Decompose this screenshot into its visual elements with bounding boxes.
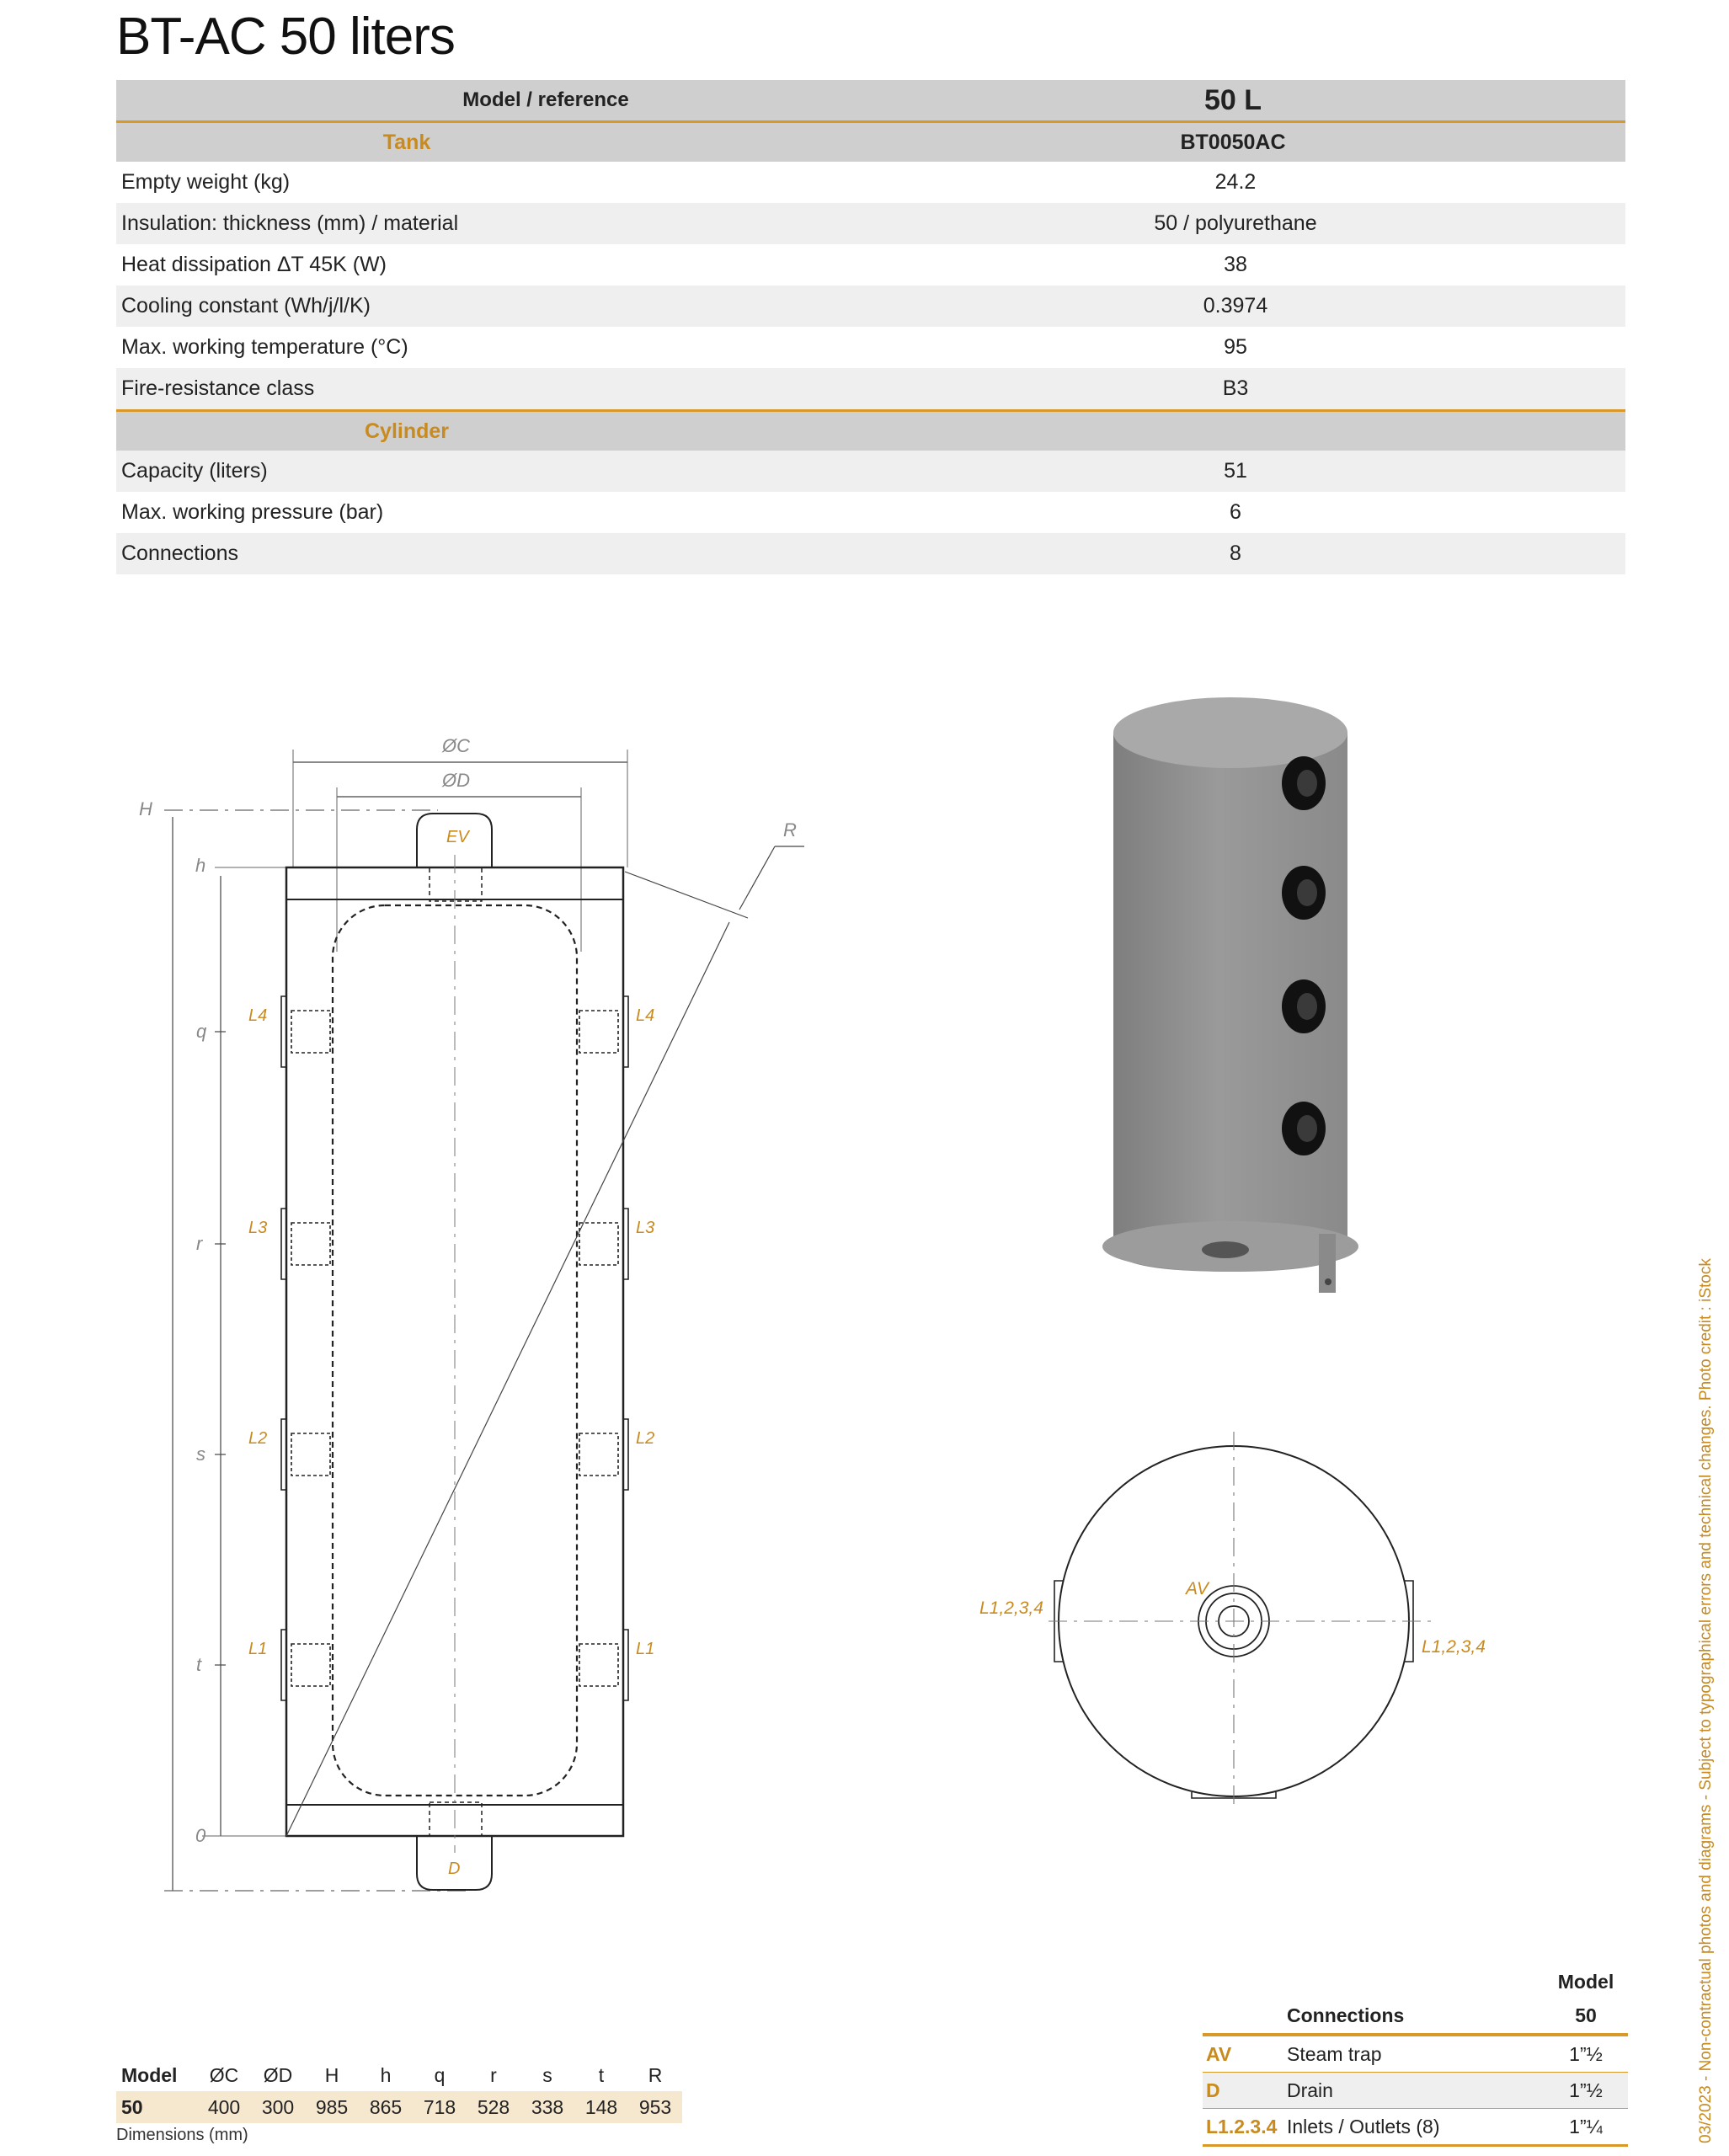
dim-header: H: [324, 2063, 339, 2086]
label-l1-left: L1: [248, 1640, 268, 1658]
connection-desc: Inlets / Outlets (8): [1287, 2116, 1440, 2137]
spec-row-value: 95: [1224, 335, 1247, 359]
dim-header: R: [648, 2063, 663, 2086]
dim-value: 148: [584, 2095, 618, 2118]
cylinder-section-label: Cylinder: [364, 419, 450, 443]
label-l3-right: L3: [636, 1219, 655, 1237]
dim-header: t: [598, 2063, 605, 2086]
dimensions-header-row: [116, 2059, 682, 2091]
dim-value: 528: [477, 2095, 510, 2118]
label-l1-right: L1: [636, 1640, 655, 1658]
label-h: h: [195, 855, 206, 876]
dim-header: h: [380, 2063, 392, 2086]
dimensions-data-row: [116, 2091, 682, 2123]
spec-row-label: Fire-resistance class: [121, 376, 315, 400]
spec-row-label: Max. working pressure (bar): [121, 500, 384, 524]
spec-row-value: B3: [1222, 376, 1249, 400]
dimension-labels: [139, 735, 797, 1846]
footer-disclaimer: 03/2023 - Non-contractual photos and diagrams - Subject to typographical errors and technical changes. Photo credit : iStock: [1697, 1258, 1715, 2143]
label-l1234-right: L1,2,3,4: [1422, 1637, 1486, 1657]
tank-reference: BT0050AC: [1180, 130, 1286, 154]
connections-col-label: Connections: [1287, 2004, 1405, 2026]
label-ev: EV: [446, 828, 469, 846]
dim-value: 985: [315, 2095, 349, 2118]
connection-row: [1203, 2109, 1628, 2147]
spec-row-value: 38: [1224, 253, 1247, 276]
connections-model-header: Model: [1557, 1971, 1614, 1993]
dim-value: 338: [531, 2095, 564, 2118]
page-title: BT-AC 50 liters: [116, 8, 455, 66]
dim-value: 953: [638, 2095, 672, 2118]
spec-row-value: 51: [1224, 459, 1247, 483]
spec-header-label: Model / reference: [462, 88, 629, 111]
label-l4-right: L4: [636, 1006, 655, 1025]
label-l3-left: L3: [248, 1219, 268, 1237]
dim-header: q: [434, 2063, 446, 2086]
dim-header: ØC: [209, 2063, 239, 2086]
label-R: R: [783, 819, 797, 841]
dim-value: 718: [423, 2095, 456, 2118]
label-d: D: [448, 1860, 461, 1878]
spec-row-value: 6: [1230, 500, 1241, 524]
label-od: ØD: [442, 770, 470, 791]
dim-value: 50: [121, 2095, 143, 2118]
spec-row-label: Capacity (liters): [121, 459, 268, 483]
tank-render: [1102, 697, 1358, 1293]
tank-section-label: Tank: [382, 130, 431, 154]
spec-row-value: 24.2: [1214, 170, 1257, 194]
label-t: t: [196, 1654, 202, 1675]
dim-header: s: [542, 2063, 552, 2086]
connection-code: AV: [1206, 2043, 1232, 2065]
dim-value: 300: [261, 2095, 295, 2118]
label-q: q: [196, 1021, 207, 1042]
label-l2-right: L2: [636, 1429, 655, 1448]
connections-header-row: [1203, 2001, 1628, 2036]
connection-size: 1”½: [1569, 2079, 1603, 2101]
dim-header: ØD: [263, 2063, 293, 2086]
dimensions-table: [116, 2059, 682, 2123]
spec-row-value: 8: [1230, 542, 1241, 565]
connection-desc: Drain: [1287, 2079, 1333, 2101]
label-s: s: [196, 1444, 205, 1465]
spec-row-value: 50 / polyurethane: [1154, 211, 1317, 235]
label-l2-left: L2: [248, 1429, 268, 1448]
dim-value: 400: [207, 2095, 241, 2118]
dim-header: Model: [121, 2063, 178, 2086]
dim-value: 865: [369, 2095, 403, 2118]
spec-row-label: Connections: [121, 542, 238, 565]
label-l4-left: L4: [248, 1006, 268, 1025]
connection-labels: [248, 828, 654, 1878]
side-elevation: [164, 750, 804, 1891]
spec-row-label: Heat dissipation ΔT 45K (W): [121, 253, 387, 276]
spec-row-label: Cooling constant (Wh/j/l/K): [121, 294, 371, 318]
connection-size: 1”½: [1569, 2043, 1603, 2065]
label-oc: ØC: [442, 735, 470, 756]
spec-row-label: Empty weight (kg): [121, 170, 291, 194]
connection-size: 1”¼: [1569, 2116, 1603, 2137]
label-H: H: [139, 798, 152, 819]
label-l1234-left: L1,2,3,4: [979, 1598, 1043, 1618]
connection-row: [1203, 2073, 1628, 2109]
spec-row-value: 0.3974: [1203, 294, 1268, 318]
spec-row-label: Insulation: thickness (mm) / material: [121, 211, 459, 235]
dim-header: r: [490, 2063, 497, 2086]
connection-desc: Steam trap: [1287, 2043, 1382, 2065]
connection-code: D: [1206, 2079, 1220, 2101]
dimensions-note: Dimensions (mm): [116, 2126, 248, 2144]
connections-col-model: 50: [1575, 2004, 1597, 2026]
spec-header-value: 50 L: [1203, 83, 1262, 116]
connection-code: L1.2.3.4: [1206, 2116, 1278, 2137]
label-av: AV: [1186, 1579, 1209, 1598]
spec-row-label: Max. working temperature (°C): [121, 335, 408, 359]
label-r: r: [196, 1233, 203, 1254]
connection-row: [1203, 2036, 1628, 2073]
label-zero: 0: [195, 1825, 206, 1846]
top-view: [1049, 1432, 1432, 1811]
